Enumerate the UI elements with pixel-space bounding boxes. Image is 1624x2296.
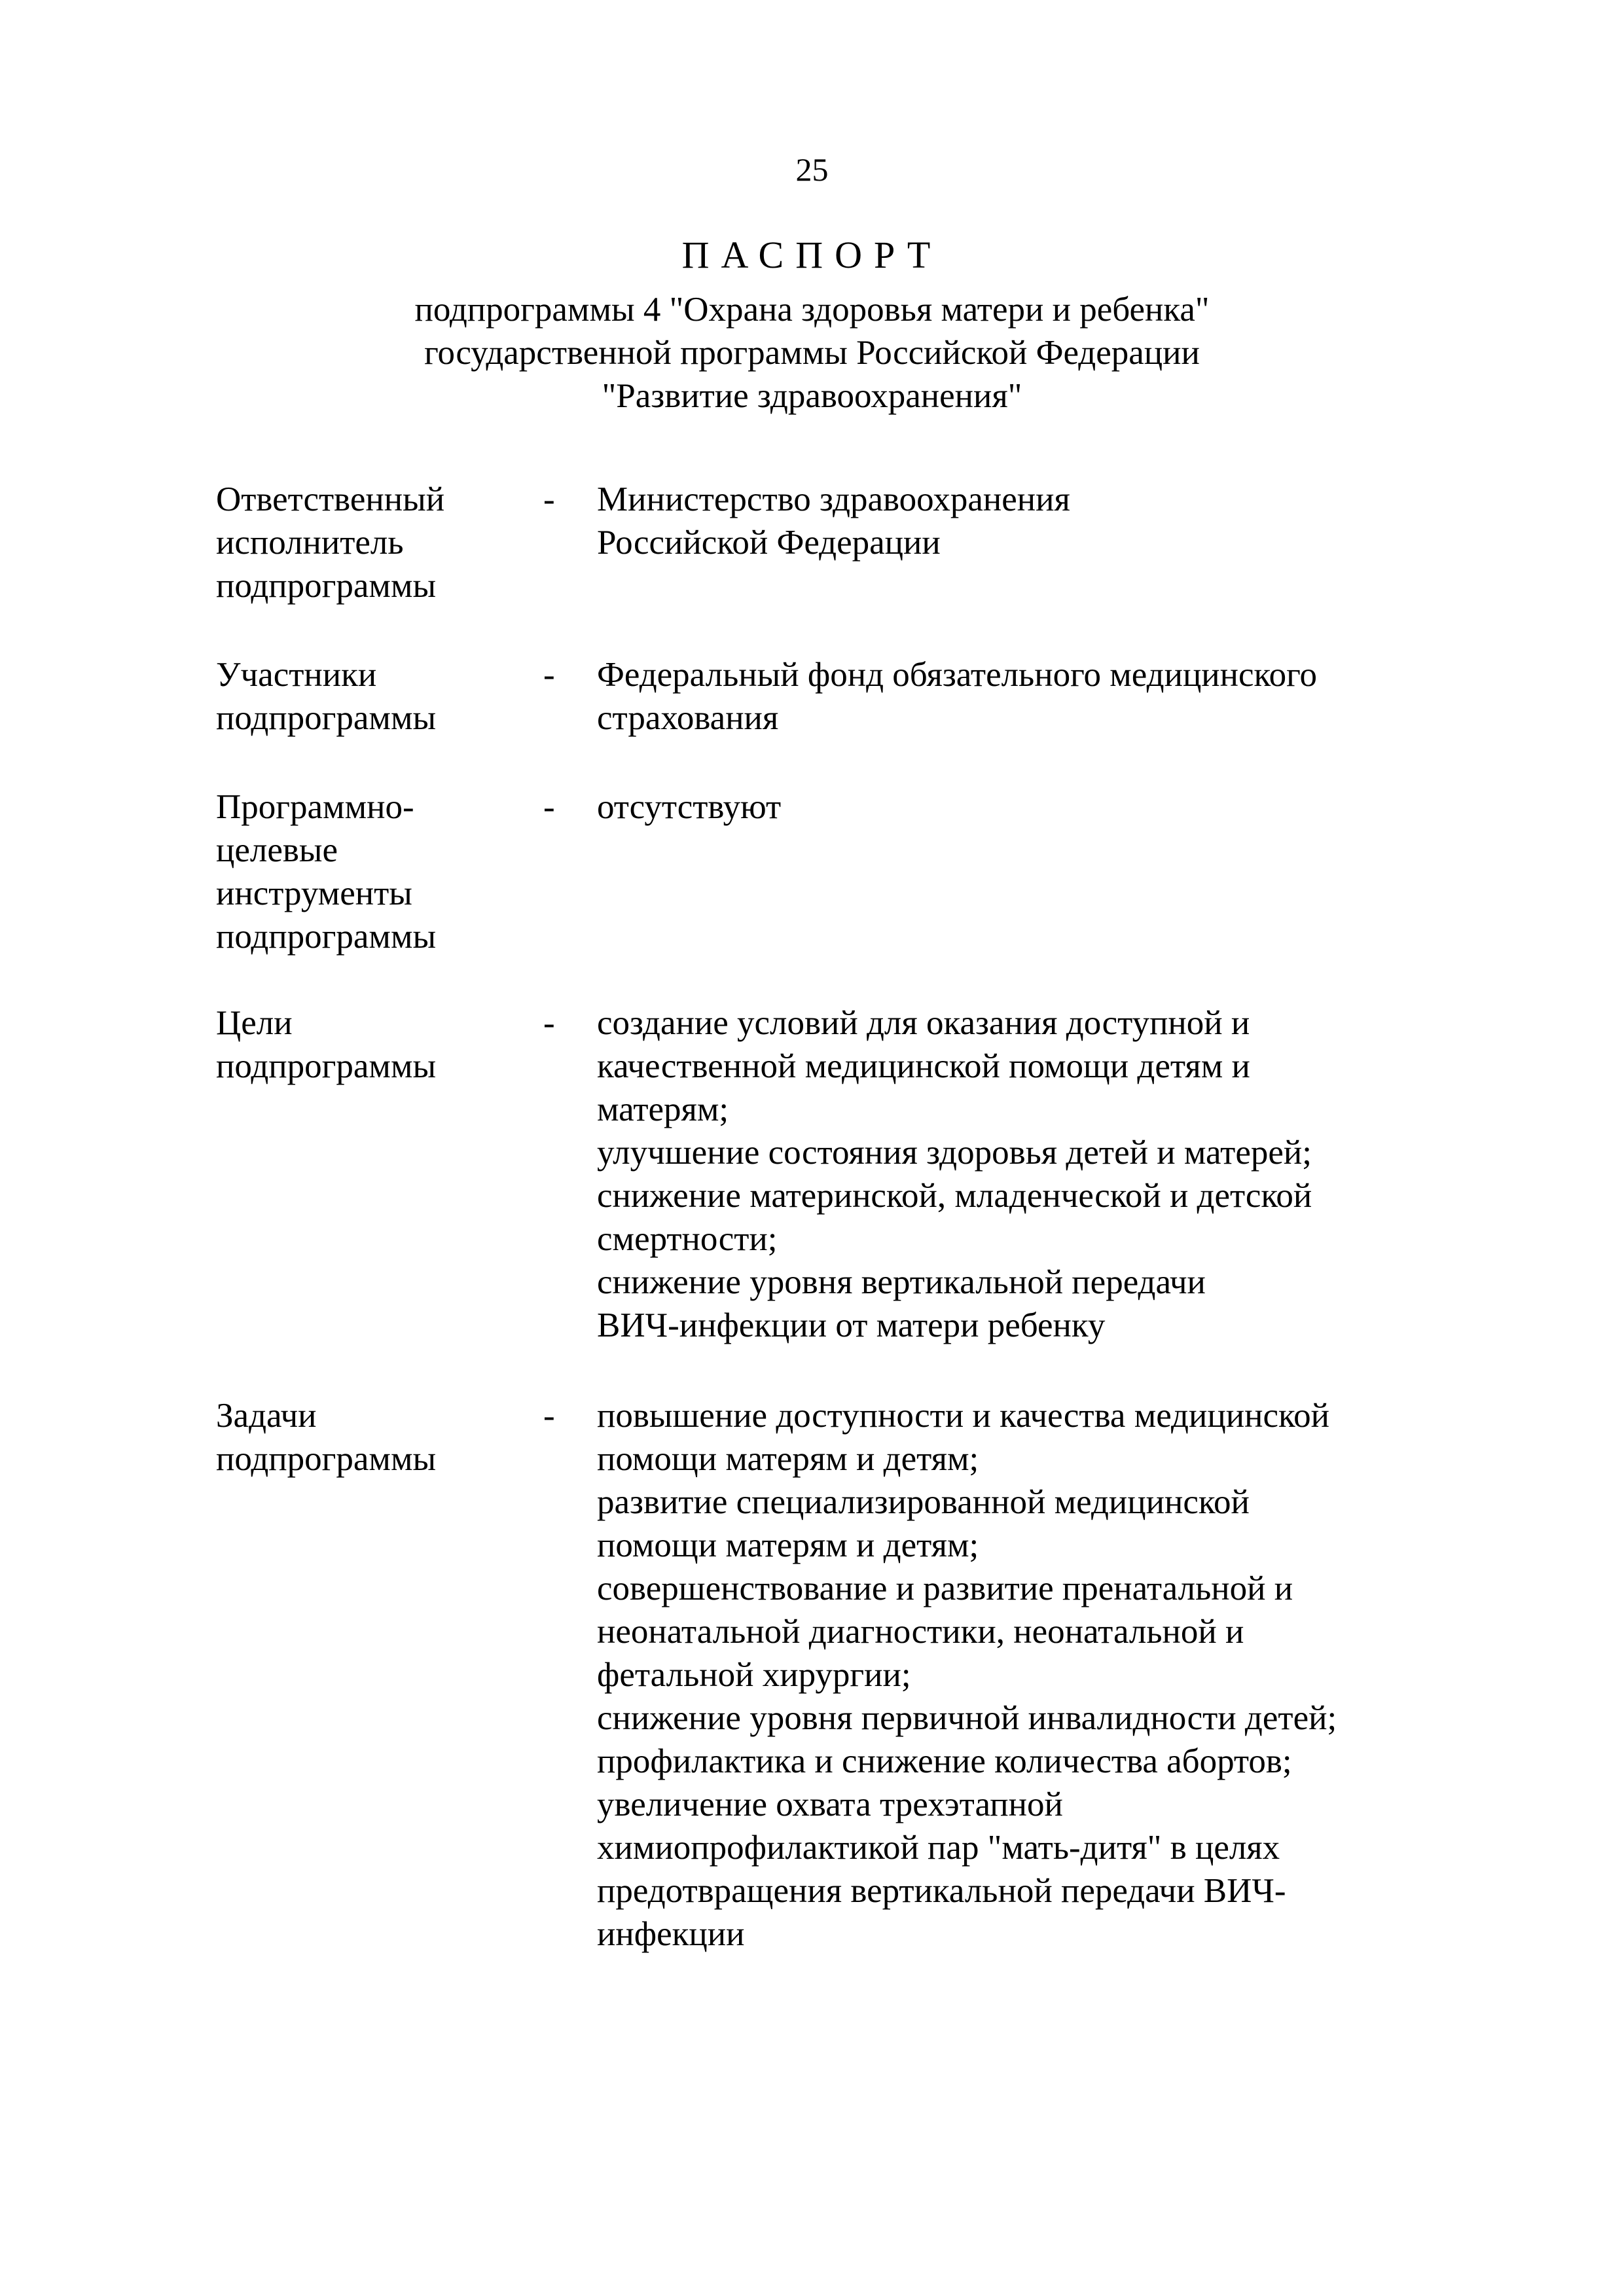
subtitle-line: государственной программы Российской Федерации — [424, 334, 1200, 372]
row-dash: - — [543, 788, 555, 826]
label-line: подпрограммы — [216, 918, 437, 956]
row-label — [216, 478, 504, 607]
value-line: Российской Федерации — [597, 524, 941, 562]
row-value — [597, 785, 1435, 829]
label-line: Программно- — [216, 788, 414, 826]
label-line: Участники — [216, 656, 377, 694]
row-dash: - — [543, 1004, 555, 1042]
page-number: 25 — [795, 151, 829, 188]
label-line: Цели — [216, 1004, 293, 1042]
value-line: профилактика и снижение количества абортов; — [597, 1742, 1292, 1780]
label-line: подпрограммы — [216, 1440, 437, 1478]
value-line: снижение уровня вертикальной передачи — [597, 1263, 1206, 1301]
value-line: помощи матерям и детям; — [597, 1526, 979, 1564]
label-line: подпрограммы — [216, 1047, 437, 1085]
subtitle-line: "Развитие здравоохранения" — [602, 377, 1022, 415]
document-title: ПАСПОРТ — [681, 234, 943, 276]
value-line: улучшение состояния здоровья детей и матерей; — [597, 1134, 1312, 1172]
label-line: подпрограммы — [216, 567, 437, 605]
value-line: химиопрофилактикой пар "мать-дитя" в целях — [597, 1829, 1280, 1867]
value-line: неонатальной диагностики, неонатальной и — [597, 1613, 1244, 1651]
value-line: снижение уровня первичной инвалидности детей; — [597, 1699, 1337, 1737]
value-line: предотвращения вертикальной передачи ВИЧ- — [597, 1872, 1286, 1910]
row-label — [216, 653, 504, 740]
value-line: повышение доступности и качества медицинской — [597, 1397, 1329, 1435]
row-value — [597, 1001, 1435, 1347]
label-line: исполнитель — [216, 524, 404, 562]
row-label — [216, 785, 504, 958]
label-line: целевые — [216, 831, 338, 869]
row-dash: - — [543, 656, 555, 694]
document-subtitle — [0, 288, 1624, 418]
label-line: Задачи — [216, 1397, 317, 1435]
value-line: снижение материнской, младенческой и детской — [597, 1177, 1312, 1215]
row-value — [597, 653, 1435, 740]
subtitle-line: подпрограммы 4 "Охрана здоровья матери и ребенка" — [414, 291, 1210, 329]
value-line: фетальной хирургии; — [597, 1656, 911, 1694]
row-dash: - — [543, 1397, 555, 1435]
row-dash: - — [543, 480, 555, 518]
value-line: Федеральный фонд обязательного медицинского — [597, 656, 1318, 694]
value-line: качественной медицинской помощи детям и — [597, 1047, 1250, 1085]
row-label — [216, 1394, 504, 1480]
value-line: развитие специализированной медицинской — [597, 1483, 1250, 1521]
value-line: смертности; — [597, 1220, 778, 1258]
value-line: инфекции — [597, 1915, 745, 1953]
value-line: помощи матерям и детям; — [597, 1440, 979, 1478]
value-line: увеличение охвата трехэтапной — [597, 1785, 1063, 1823]
value-line: Министерство здравоохранения — [597, 480, 1070, 518]
label-line: Ответственный — [216, 480, 445, 518]
value-line: ВИЧ-инфекции от матери ребенку — [597, 1306, 1106, 1344]
row-label — [216, 1001, 504, 1088]
label-line: подпрограммы — [216, 699, 437, 737]
value-line: страхования — [597, 699, 779, 737]
label-line: инструменты — [216, 874, 412, 912]
value-line: совершенствование и развитие пренатальной и — [597, 1570, 1293, 1607]
value-line: отсутствуют — [597, 788, 782, 826]
value-line: матерям; — [597, 1090, 729, 1128]
row-value — [597, 478, 1435, 564]
row-value — [597, 1394, 1435, 1956]
value-line: создание условий для оказания доступной и — [597, 1004, 1250, 1042]
